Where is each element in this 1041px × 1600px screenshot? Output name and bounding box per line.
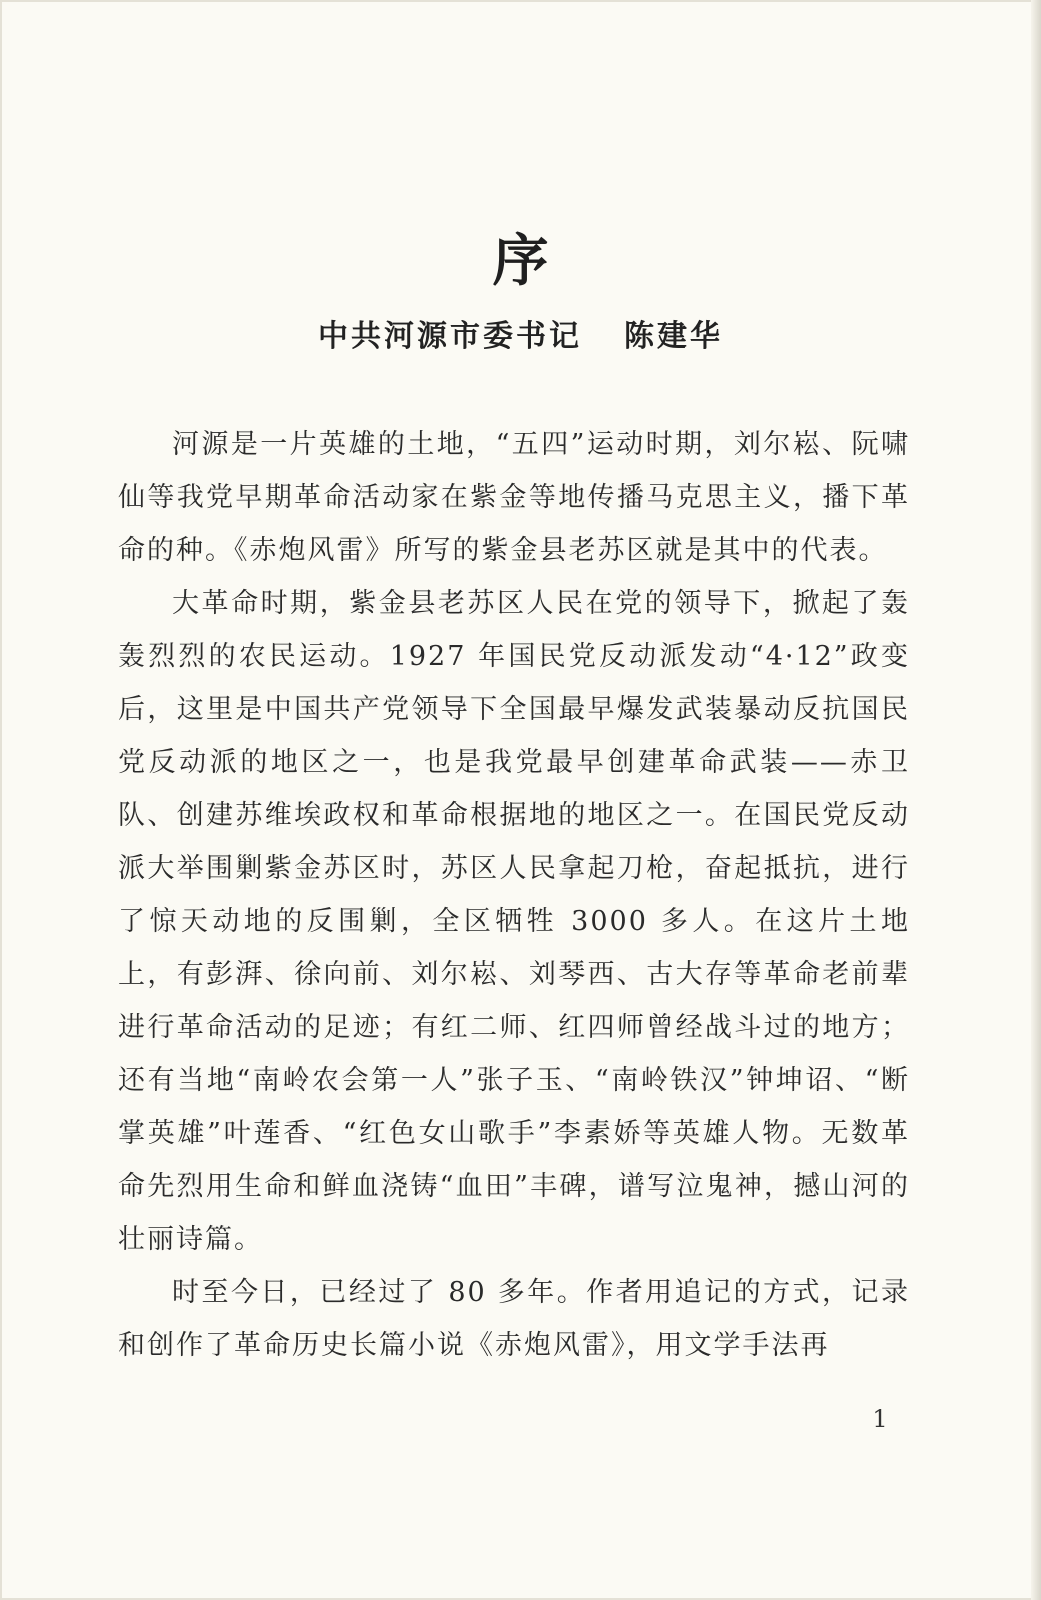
paragraph-3: 时至今日，已经过了 80 多年。作者用追记的方式，记录和创作了革命历史长篇小说《赤炮风雷》，用文学手法再 xyxy=(118,1277,910,1361)
author-byline xyxy=(0,315,1041,359)
page-title: 序 xyxy=(492,228,549,294)
paragraph-1: 河源是一片英雄的土地，“五四”运动时期，刘尔崧、阮啸仙等我党早期革命活动家在紫金等地传播马克思主义，播下革命的种。《赤炮风雷》所写的紫金县老苏区就是其中的代表。 xyxy=(118,429,910,566)
author-position: 中共河源市委书记 xyxy=(318,319,582,354)
author-name: 陈建华 xyxy=(624,319,723,354)
paragraph-2: 大革命时期，紫金县老苏区人民在党的领导下，掀起了轰轰烈烈的农民运动。1927 年国民党反动派发动“4·12”政变后，这里是中国共产党领导下全国最早爆发武装暴动反抗国民党反动派的地区之一，也是我党最早创建革命武装——赤卫队、创建苏维埃政权和革命根据地的地区之一。在国民党反动派大举围剿紫金苏区时，苏区人民拿起刀枪，奋起抵抗，进行了惊天动地的反围剿，全区牺牲 3000 多人。在这片土地上，有彭湃、徐向前、刘尔崧、刘琴西、古大存等革命老前辈进行革命活动的足迹；有红二师、红四师曾经战斗过的地方；还有当地“南岭农会第一人”张子玉、“南岭铁汉”钟坤诏、“断掌英雄”叶莲香、“红色女山歌手”李素娇等英雄人物。无数革命先烈用生命和鲜血浇铸“血田”丰碑，谱写泣鬼神，撼山河的壮丽诗篇。 xyxy=(118,588,910,1255)
page-number: 1 xyxy=(872,1405,888,1433)
body-text xyxy=(118,418,910,1372)
